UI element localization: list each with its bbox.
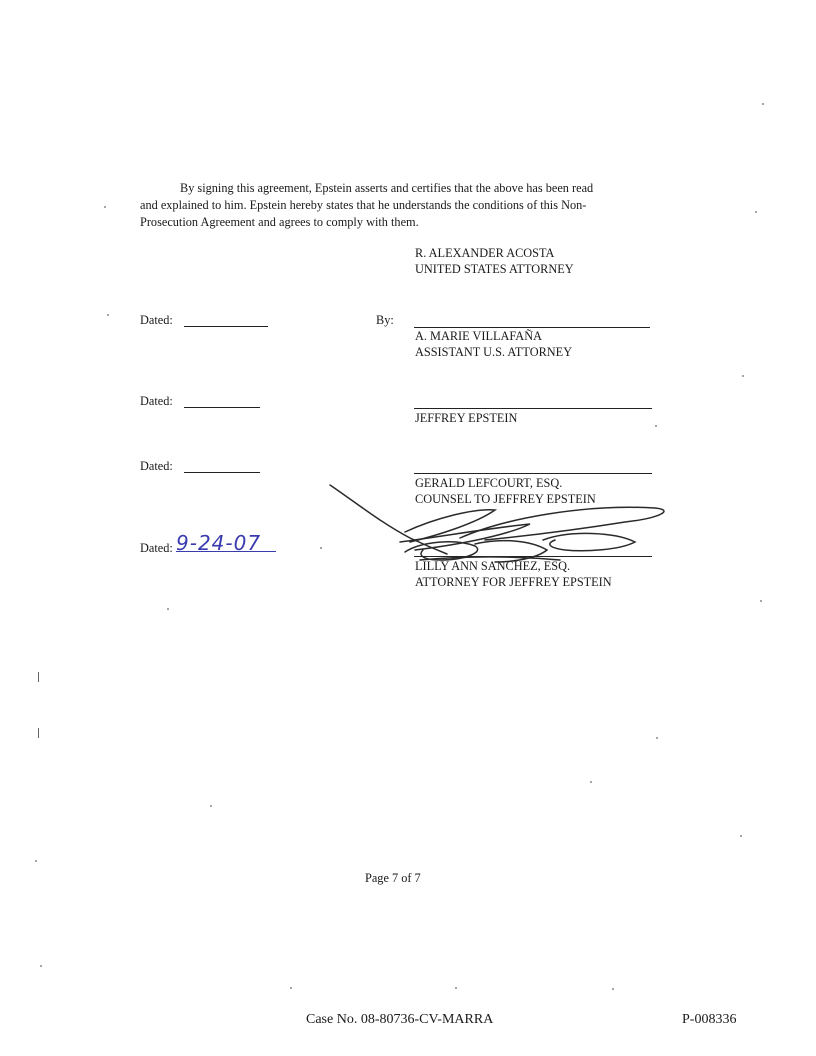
paragraph-line-1: By signing this agreement, Epstein asserts and certifies that the above has been read bbox=[180, 181, 594, 195]
scan-speck bbox=[107, 314, 109, 316]
scan-speck bbox=[455, 987, 457, 989]
date-line-2 bbox=[184, 407, 260, 408]
scan-speck bbox=[760, 600, 762, 602]
date-line-1 bbox=[184, 326, 268, 327]
dated-label-1: Dated: bbox=[140, 313, 173, 327]
scan-speck bbox=[655, 425, 657, 427]
agreement-paragraph bbox=[140, 180, 670, 231]
signer-title-3: COUNSEL TO JEFFREY EPSTEIN bbox=[415, 492, 596, 506]
date-line-3 bbox=[184, 472, 260, 473]
signer-name-1: A. MARIE VILLAFAÑA bbox=[415, 329, 542, 343]
handwritten-signature bbox=[325, 480, 675, 580]
scan-speck bbox=[210, 805, 212, 807]
scan-mark bbox=[38, 672, 39, 682]
page-number: Page 7 of 7 bbox=[365, 871, 421, 885]
scan-mark bbox=[38, 728, 39, 738]
case-number: Case No. 08-80736-CV-MARRA bbox=[306, 1012, 494, 1027]
signer-title-4: ATTORNEY FOR JEFFREY EPSTEIN bbox=[415, 575, 612, 589]
scan-speck bbox=[40, 965, 42, 967]
signature-line-3 bbox=[414, 473, 652, 474]
signer-name-4: LILLY ANN SANCHEZ, ESQ. bbox=[415, 559, 571, 573]
scan-speck bbox=[104, 206, 106, 208]
signature-line-2 bbox=[414, 408, 652, 409]
by-label: By: bbox=[376, 313, 394, 327]
dated-label-3: Dated: bbox=[140, 459, 173, 473]
us-attorney-name: R. ALEXANDER ACOSTA bbox=[415, 246, 555, 260]
handwritten-date-line bbox=[176, 551, 276, 552]
signer-name-3: GERALD LEFCOURT, ESQ. bbox=[415, 476, 563, 490]
scan-speck bbox=[755, 211, 757, 213]
scan-speck bbox=[167, 608, 169, 610]
scan-speck bbox=[35, 860, 37, 862]
scan-speck bbox=[740, 835, 742, 837]
scan-speck bbox=[290, 987, 292, 989]
dated-label-4: Dated: bbox=[140, 541, 173, 555]
signer-title-1: ASSISTANT U.S. ATTORNEY bbox=[415, 345, 573, 359]
us-attorney-title: UNITED STATES ATTORNEY bbox=[415, 262, 574, 276]
dated-label-2: Dated: bbox=[140, 394, 173, 408]
scan-speck bbox=[742, 375, 744, 377]
signer-name-2: JEFFREY EPSTEIN bbox=[415, 411, 518, 425]
handwritten-date: 9-24-07 bbox=[176, 531, 262, 555]
scan-speck bbox=[590, 781, 592, 783]
scan-speck bbox=[656, 737, 658, 739]
signature-line-1 bbox=[414, 327, 650, 328]
paragraph-line-2: and explained to him. Epstein hereby states that he understands the conditions of this Non- bbox=[140, 198, 587, 212]
scan-speck bbox=[762, 103, 764, 105]
paragraph-line-3: Prosecution Agreement and agrees to comply with them. bbox=[140, 215, 419, 229]
bates-number: P-008336 bbox=[682, 1012, 737, 1027]
scan-speck bbox=[320, 547, 322, 549]
scan-speck bbox=[612, 988, 614, 990]
